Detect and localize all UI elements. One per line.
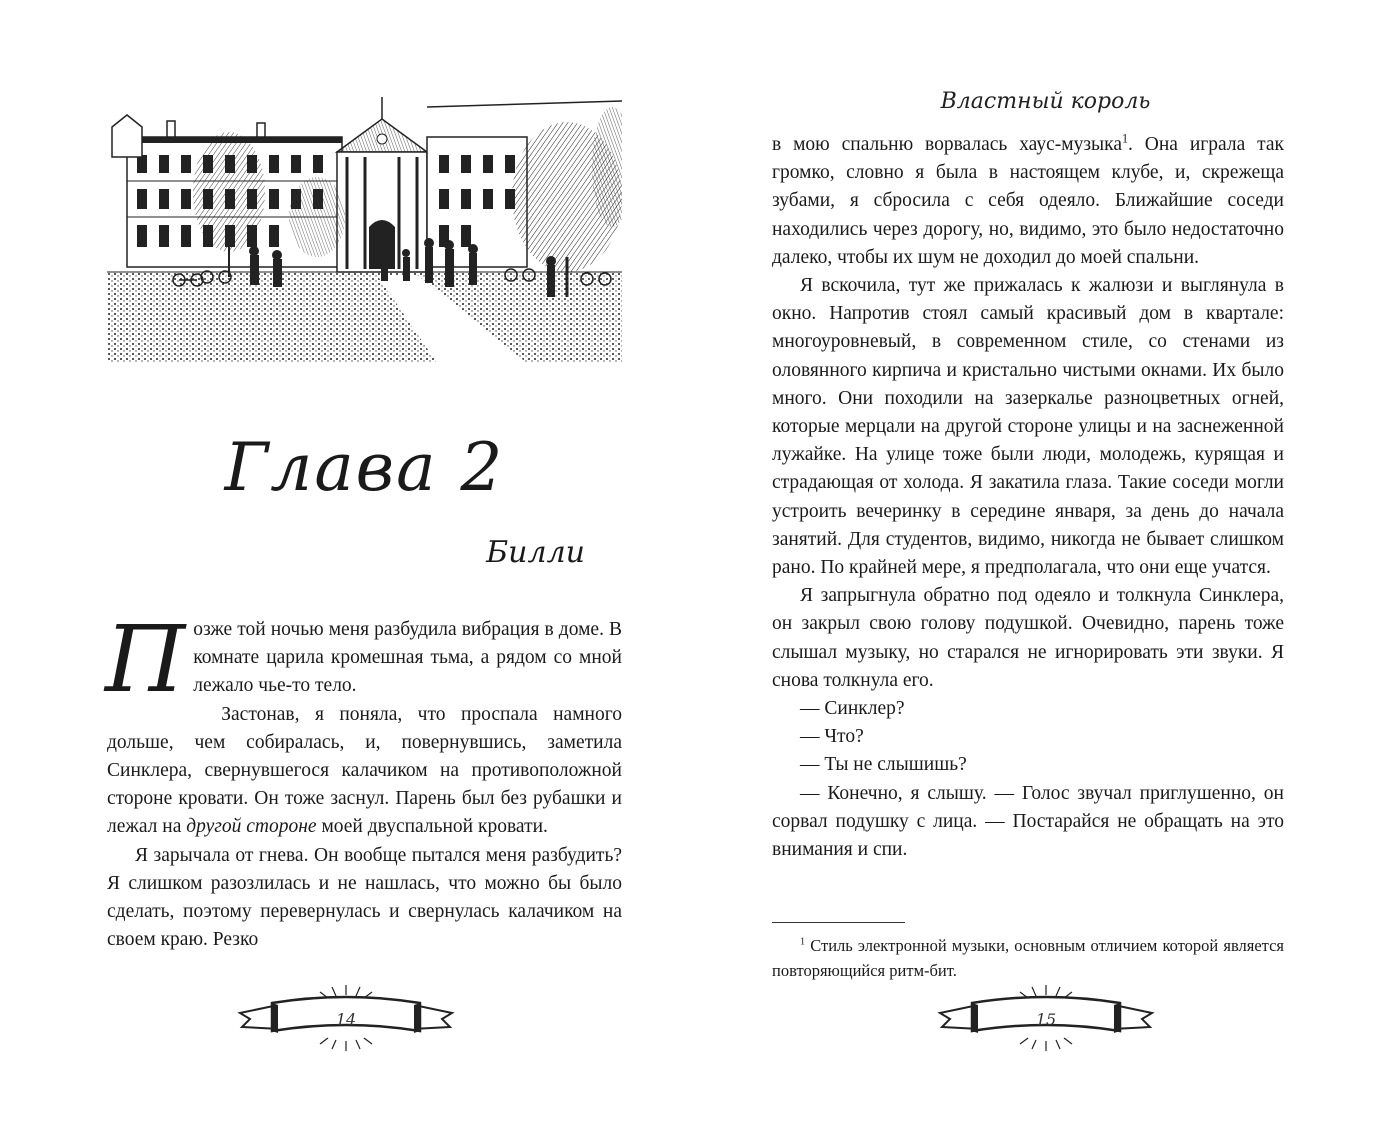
dialogue-line: — Ты не слышишь? bbox=[800, 754, 967, 776]
paragraph-text: Застонав, я поняла, что проспала намного дольше, чем собиралась, и, повернувшись, заметила Синклера, свернувшегося калачиком на противоположной стороне кровати. Он тоже заснул. Парень был без рубашки и лежал на bbox=[107, 703, 622, 838]
paragraph-text: озже той ночью меня разбудила вибрация в доме. В комнате царила кромешная тьма, а рядом со мной лежало чье-то тело. bbox=[193, 619, 622, 697]
dialogue-line: — Что? bbox=[800, 726, 864, 748]
page-number-banner bbox=[236, 983, 456, 1053]
building-sketch-icon bbox=[107, 97, 622, 363]
right-page bbox=[697, 0, 1394, 1125]
footnote-paragraph bbox=[772, 933, 1284, 983]
paragraph: Я вскочила, тут же прижалась к жалюзи и выглянула в окно. Напротив стоял самый красивый дом в квартале: многоуровневый, в современном стиле, со стенами из оловянного кирпича и кристально чистыми окнами. Их было много. Они походили на зазеркалье разноцветных огней, которые мерцали на другой стороне улицы и на заснеженной лужайке. На улице тоже были люди, молодежь, курящая и страдающая от холода. Я закатила глаза. Такие соседи могли устроить вечеринку в середине января, за день до начала занятий. Для студентов, видимо, никогда не бывает слишком рано. По крайней мере, я предполагала, что они еще учатся. bbox=[772, 275, 1284, 579]
footnote-marker[interactable]: 1 bbox=[1121, 131, 1129, 146]
paragraph bbox=[772, 131, 1284, 272]
right-body-text bbox=[772, 131, 1284, 864]
chapter-title: Глава 2 bbox=[224, 429, 505, 506]
dialogue-line: — Синклер? bbox=[800, 698, 905, 720]
chapter-subtitle: Билли bbox=[486, 535, 585, 570]
footnote-number: 1 bbox=[800, 936, 806, 948]
footnote bbox=[772, 933, 1284, 983]
paragraph-text: в мою спальню ворвалась хаус-музыка bbox=[772, 134, 1122, 155]
page-number-banner bbox=[936, 983, 1156, 1053]
italic-text: другой стороне bbox=[186, 816, 317, 838]
page-number: 15 bbox=[1035, 1010, 1057, 1029]
running-head: Властный король bbox=[940, 89, 1151, 114]
paragraph-text: моей двуспальной кровати. bbox=[316, 816, 548, 838]
paragraph-text: . Она играла так громко, словно я была в настоящем клубе, и, скрежеща зубами, я сбросила с себя одеяло. Ближайшие соседи находились через дорогу, но, видимо, это было недостаточно далеко, чтобы их шум не доходил до моей спальни. bbox=[772, 134, 1284, 268]
paragraph: Я зарычала от гнева. Он вообще пытался меня разбудить? Я слишком разозлилась и не нашлась, что можно бы было сделать, поэтому перевернулась и свернулась калачиком на своем краю. Резко bbox=[107, 844, 622, 951]
paragraph bbox=[105, 606, 622, 713]
footnote-text: Стиль электронной музыки, основным отличием которой является повторяющийся ритм-бит. bbox=[772, 936, 1284, 980]
footnote-divider bbox=[772, 922, 905, 923]
drop-cap: П bbox=[105, 606, 186, 713]
paragraph: — Конечно, я слышу. — Голос звучал приглушенно, он сорвал подушку с лица. — Постарайся не обращать на это внимания и спи. bbox=[772, 782, 1284, 861]
paragraph bbox=[107, 701, 622, 842]
page-number: 14 bbox=[335, 1010, 357, 1029]
paragraph: Я запрыгнула обратно под одеяло и толкнула Синклера, он закрыл свою голову подушкой. Очевидно, парень тоже слышал музыку, но старался не игнорировать эти звуки. Я снова толкнула его. bbox=[772, 585, 1284, 691]
left-body-text bbox=[105, 606, 622, 954]
